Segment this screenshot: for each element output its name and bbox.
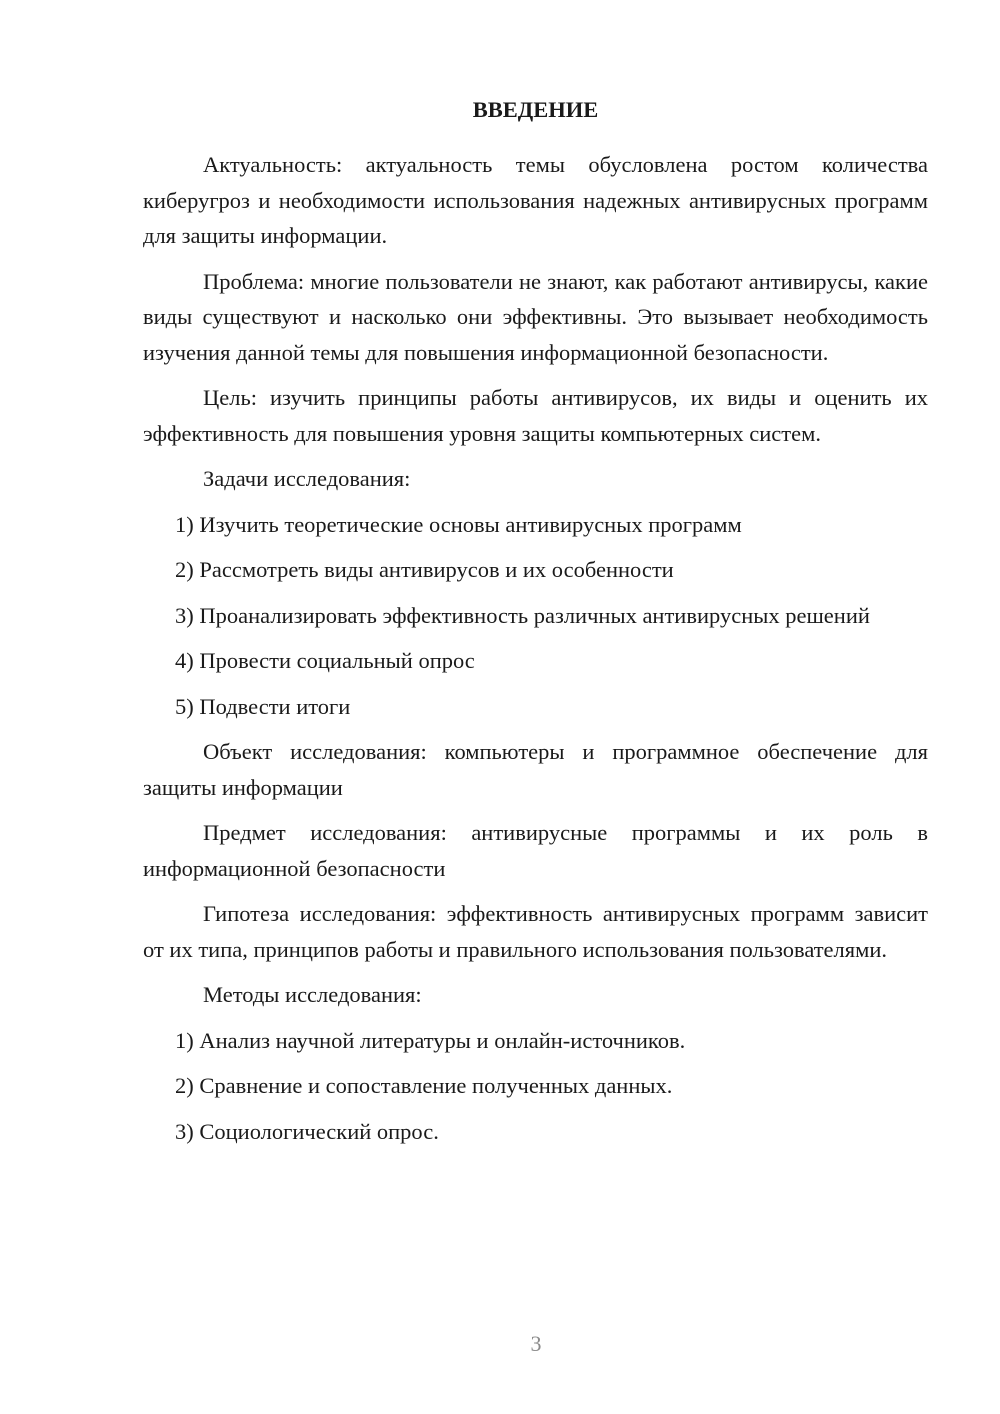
task-item: 4) Провести социальный опрос	[175, 648, 475, 673]
tasks-heading: Задачи исследования:	[203, 466, 411, 491]
page-number: 3	[530, 1331, 542, 1356]
method-item: 2) Сравнение и сопоставление полученных данных.	[175, 1073, 673, 1098]
task-item: 2) Рассмотреть виды антивирусов и их особенности	[175, 557, 674, 582]
object-paragraph: Объект исследования: компьютеры и программное обеспечение для защиты информации	[143, 739, 928, 800]
hypothesis-paragraph: Гипотеза исследования: эффективность антивирусных программ зависит от их типа, принципов работы и правильного использования пользователями.	[143, 901, 928, 962]
task-item: 5) Подвести итоги	[175, 693, 351, 719]
problem-paragraph: Проблема: многие пользователи не знают, как работают антивирусы, какие виды существуют и насколько они эффективны. Это вызывает необходимость изучения данной темы для повышения информационной безопасности.	[143, 268, 928, 365]
subject-paragraph: Предмет исследования: антивирусные программы и их роль в информационной безопасности	[143, 820, 928, 881]
section-heading: ВВЕДЕНИЕ	[472, 97, 599, 122]
method-item: 1) Анализ научной литературы и онлайн-источников.	[175, 1027, 686, 1053]
method-item: 3) Социологический опрос.	[175, 1118, 439, 1144]
methods-heading: Методы исследования:	[203, 982, 422, 1007]
task-item: 1) Изучить теоретические основы антивирусных программ	[175, 511, 742, 537]
relevance-paragraph: Актуальность: актуальность темы обусловлена ростом количества киберугроз и необходимости использования надежных антивирусных программ для защиты информации.	[143, 152, 928, 248]
goal-paragraph: Цель: изучить принципы работы антивирусов, их виды и оценить их эффективность для повышения уровня защиты компьютерных систем.	[143, 385, 928, 446]
task-item: 3) Проанализировать эффективность различных антивирусных решений	[175, 602, 870, 628]
document-page	[143, 92, 928, 1159]
